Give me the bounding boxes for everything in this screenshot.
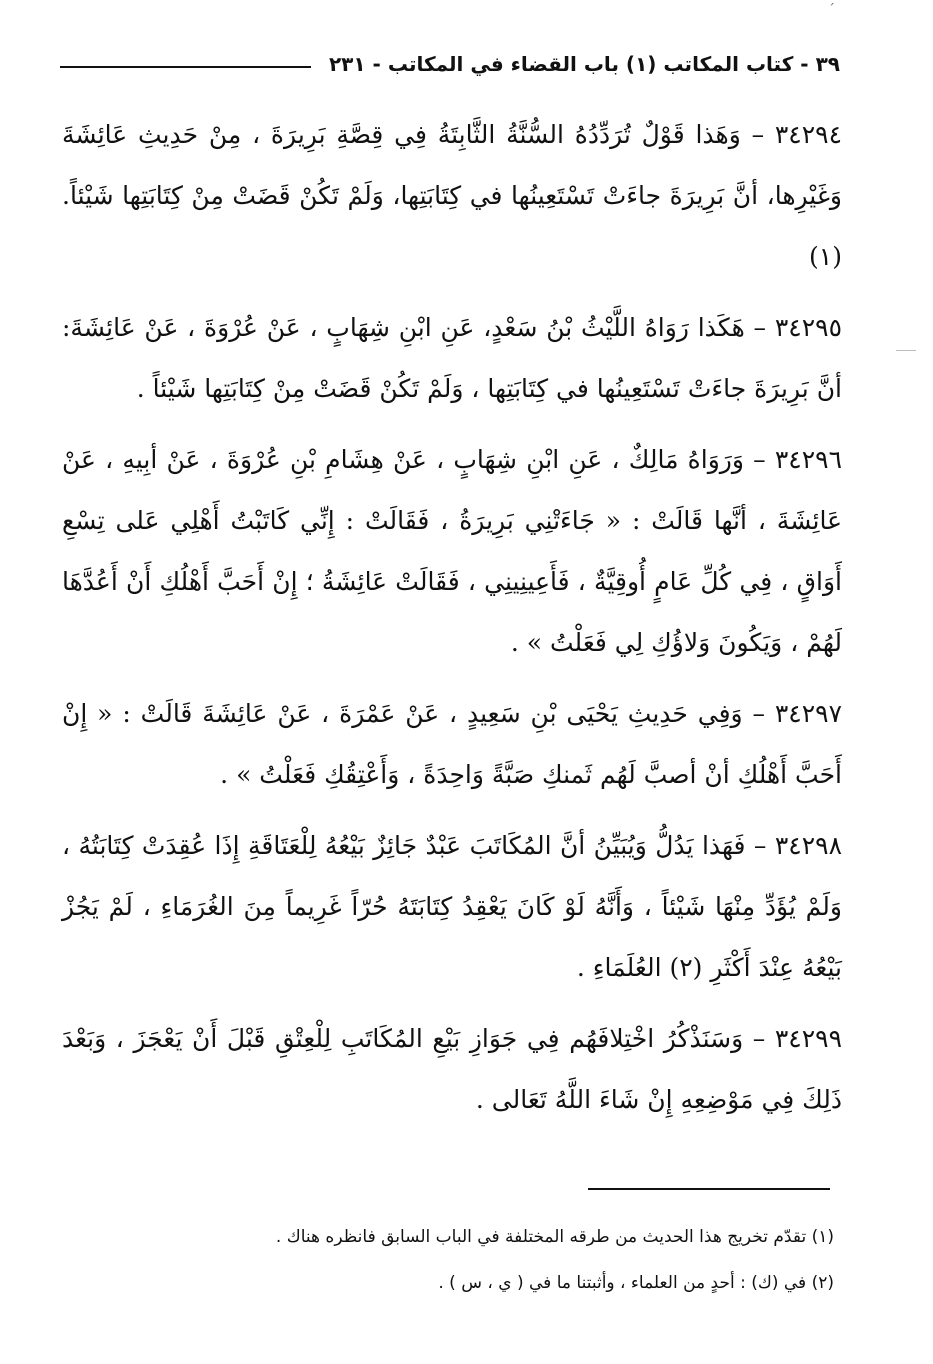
paragraph-number: ٣٤٢٩٥	[774, 313, 842, 342]
paragraph-text: – وَرَوَاهُ مَالِكٌ ، عَنِ ابْنِ شِهَابٍ ، عَنْ هِشَامِ بْنِ عُرْوَةَ ، عَنْ أبِيهِ ، عَنْ عَائِشَةَ ، أنَّها قَالَتْ : « جَاءَتْنِي بَرِيرَةُ ، فَقَالَتْ : إِنِّي كَاتَبْتُ أَهْلِي عَلى تِسْعِ أَوَاقٍ ، فِي كُلِّ عَامٍ أُوقِيَّةٌ ، فَأَعِينِينِي ، فَقَالَتْ عَائِشَةُ ؛ إِنْ أَحَبَّ أَهْلُكِ أَنْ أَعُدَّهَا لَهُمْ ، وَيَكُونَ وَلاؤُكِ لِي فَعَلْتُ » .	[62, 445, 842, 657]
margin-dash	[896, 350, 916, 351]
footnote-2: (٢) في (ك) : أحدٍ من العلماء ، وأثبتنا ما في ( ي ، س ) .	[438, 1273, 834, 1293]
paragraph-text: – فَهَذا يَدُلُّ وَيُبَيِّنُ أنَّ المُكَاتَبَ عَبْدٌ جَائِزٌ بَيْعُهُ لِلْعَتَاقَةِ إِذَا عُقِدَتْ كِتَابَتُهُ ، وَلَمْ يُؤَدِّ مِنْهَا شَيْئاً ، وَأَنَّهُ لَوْ كَانَ يَعْقِدُ كِتَابَتَهُ حُرّاً غَرِيماً مِنَ الغُرَمَاءِ ، لَمْ يَجُزْ بَيْعُهُ عِنْدَ أَكْثَرِ (٢) العُلَمَاءِ .	[62, 831, 842, 982]
paragraph-text: – وَسَنَذْكُرُ اخْتِلافَهُم فِي جَوَازِ بَيْعِ المُكَاتَبِ لِلْعِتْقِ قَبْلَ أَنْ يَعْجَزَ ، وَبَعْدَ ذَلِكَ فِي مَوْضِعِهِ إِنْ شَاءَ اللَّهُ تَعَالى .	[62, 1024, 842, 1114]
paragraph-34297	[62, 683, 842, 805]
running-title: ٣٩ - كتاب المكاتب (١) باب القضاء في المكاتب - ٢٣١	[328, 52, 840, 76]
running-header	[60, 44, 840, 84]
paragraph-number: ٣٤٢٩٧	[774, 699, 842, 728]
footnotes	[62, 1214, 834, 1306]
paragraph-number: ٣٤٢٩٨	[774, 831, 842, 860]
corner-mark: ˊ	[828, 2, 835, 18]
paragraph-34299	[62, 1008, 842, 1130]
paragraph-34296	[62, 429, 842, 673]
paragraph-text: – وَهَذا قَوْلٌ تُرَدِّدُهُ السُّنَّةُ الثَّابِتَةُ فِي قِصَّةِ بَرِيرَةَ ، مِنْ حَدِيثِ عَائِشَةَ وَغَيْرِها، أنَّ بَرِيرَةَ جاءَتْ تَسْتَعِينُها في كِتَابَتِها، وَلَمْ تَكُنْ قَضَتْ مِنْ كِتَابَتِها شَيْئاً. (١)	[62, 120, 842, 271]
paragraph-34298	[62, 815, 842, 998]
paragraph-text: – هَكَذا رَوَاهُ اللَّيْثُ بْنُ سَعْدٍ، عَنِ ابْنِ شِهَابٍ ، عَنْ عُرْوَةَ ، عَنْ عَائِشَةَ: أنَّ بَرِيرَةَ جاءَتْ تَسْتَعِينُها في كِتَابَتِها ، وَلَمْ تَكُنْ قَضَتْ مِنْ كِتَابَتِها شَيْئاً .	[62, 313, 842, 403]
footnote-separator	[588, 1188, 830, 1190]
main-text	[62, 104, 842, 1140]
footnote-1: (١) تقدّم تخريج هذا الحديث من طرقه المختلفة في الباب السابق فانظره هناك .	[275, 1227, 834, 1247]
paragraph-number: ٣٤٢٩٦	[774, 445, 842, 474]
paragraph-number: ٣٤٢٩٤	[774, 120, 843, 149]
paragraph-number: ٣٤٢٩٩	[774, 1024, 842, 1053]
paragraph-34295	[62, 297, 842, 419]
header-rule	[60, 66, 311, 68]
paragraph-text: – وَفِي حَدِيثِ يَحْيَى بْنِ سَعِيدٍ ، عَنْ عَمْرَةَ ، عَنْ عَائِشَةَ قَالَتْ : « إِنْ أَحَبَّ أَهْلُكِ أنْ أصبَّ لَهُم ثَمنكِ صَبَّةً وَاحِدَةً ، وَأَعْتِقُكِ فَعَلْتُ » .	[62, 699, 842, 789]
paragraph-34294	[62, 104, 842, 287]
